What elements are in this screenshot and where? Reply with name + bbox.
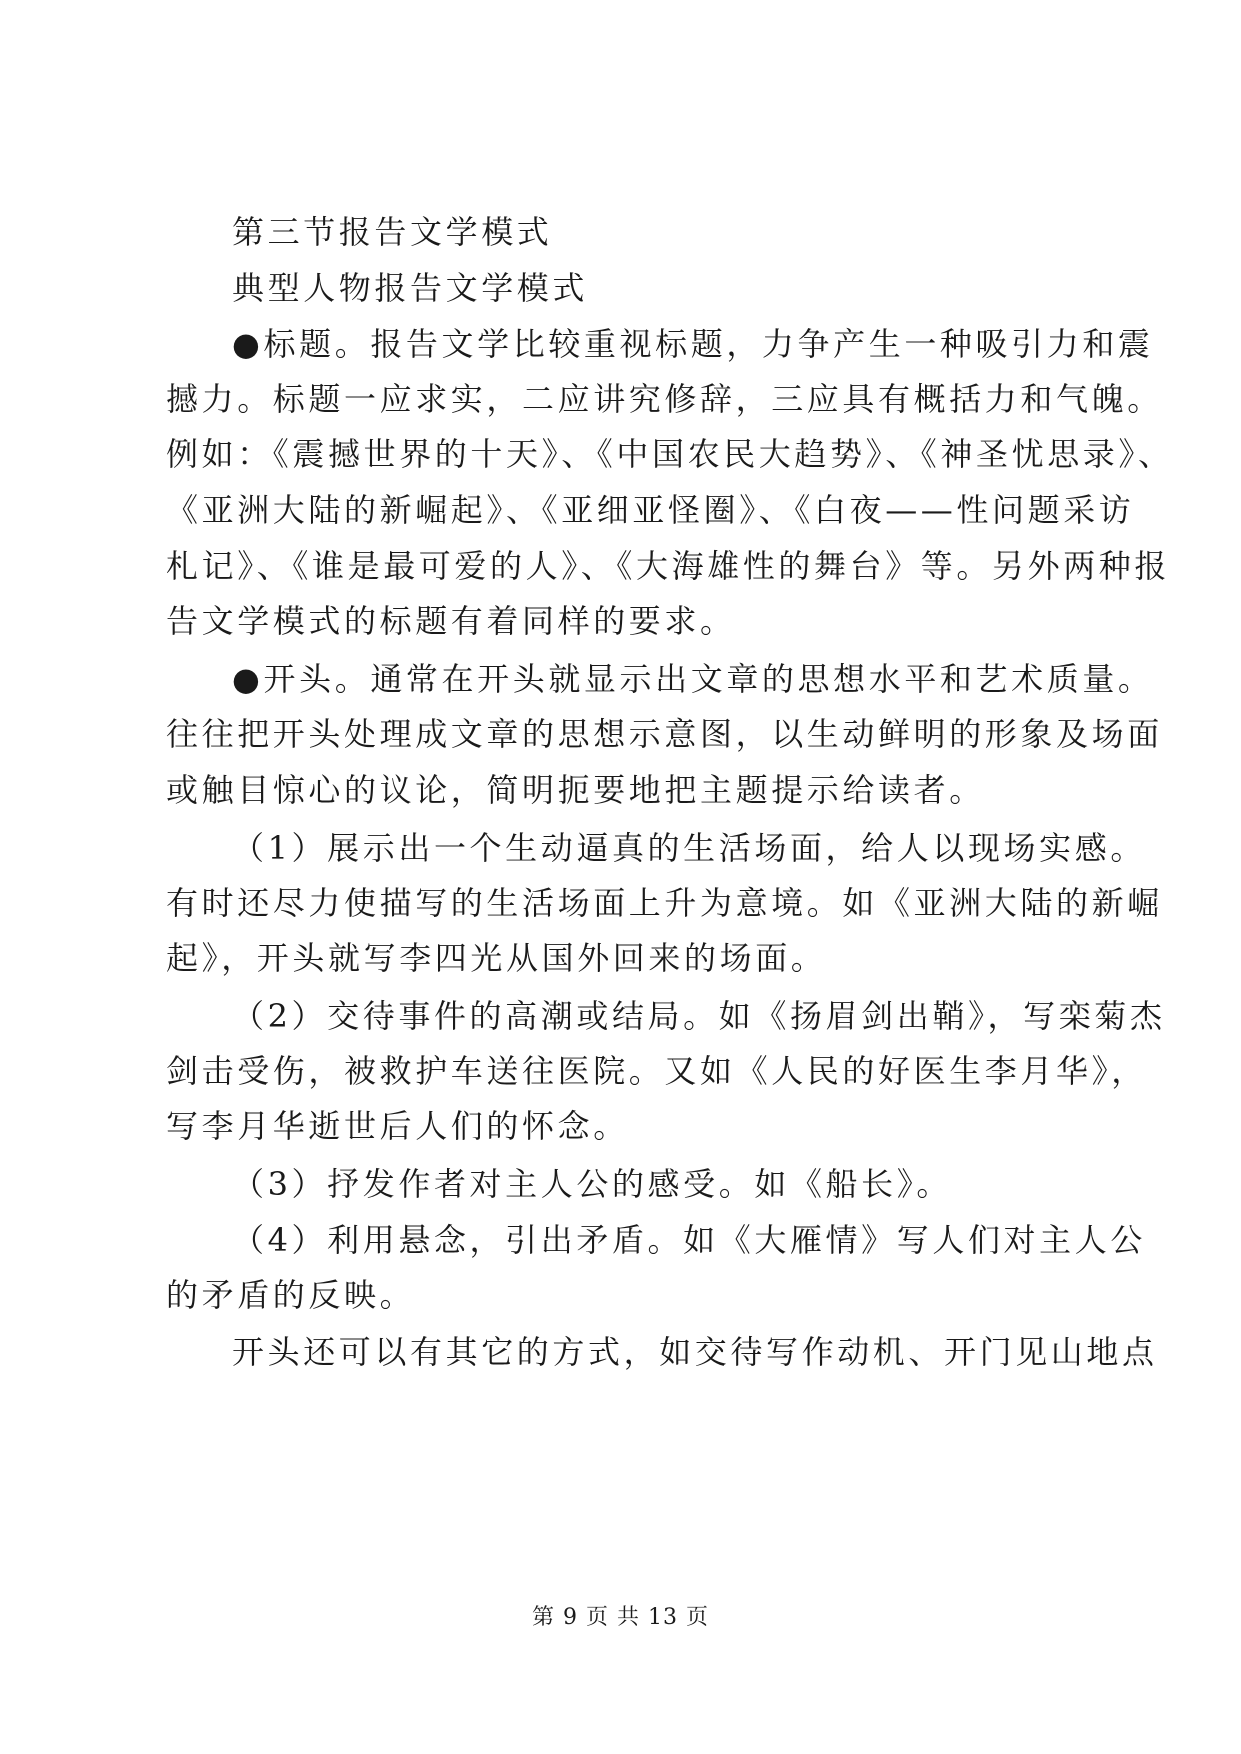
paragraph-line: （1）展示出一个生动逼真的生活场面，给人以现场实感。 xyxy=(232,829,1146,867)
paragraph-line: 开头还可以有其它的方式，如交待写作动机、开门见山地点 xyxy=(232,1333,1158,1371)
paragraph-line: 剑击受伤，被救护车送往医院。又如《人民的好医生李月华》， xyxy=(166,1052,1147,1090)
paragraph-line: 写李月华逝世后人们的怀念。 xyxy=(166,1107,629,1145)
paragraph-line: 有时还尽力使描写的生活场面上升为意境。如《亚洲大陆的新崛 xyxy=(166,884,1163,922)
paragraph-line: 《亚洲大陆的新崛起》、《亚细亚怪圈》、《白夜——性问题采访 xyxy=(166,491,1135,529)
paragraph-line: ●标题。报告文学比较重视标题，力争产生一种吸引力和震 xyxy=(232,325,1154,363)
paragraph-line: 往往把开头处理成文章的思想示意图，以生动鲜明的形象及场面 xyxy=(166,715,1163,753)
paragraph-line: 札记》、《谁是最可爱的人》、《大海雄性的舞台》等。另外两种报 xyxy=(166,547,1171,585)
paragraph-line: 撼力。标题一应求实，二应讲究修辞，三应具有概括力和气魄。 xyxy=(166,380,1163,418)
paragraph-line: 起》，开头就写李四光从国外回来的场面。 xyxy=(166,939,827,977)
paragraph-line: （2）交待事件的高潮或结局。如《扬眉剑出鞘》，写栾菊杰 xyxy=(232,997,1166,1035)
paragraph-line: 例如：《震撼世界的十天》、《中国农民大趋势》、《神圣忧思录》、 xyxy=(166,435,1174,473)
subsection-heading: 典型人物报告文学模式 xyxy=(232,269,589,307)
paragraph-line: ●开头。通常在开头就显示出文章的思想水平和艺术质量。 xyxy=(232,660,1154,698)
paragraph-line: 告文学模式的标题有着同样的要求。 xyxy=(166,602,736,640)
paragraph-line: 或触目惊心的议论，简明扼要地把主题提示给读者。 xyxy=(166,771,985,809)
paragraph-line: （3）抒发作者对主人公的感受。如《船长》。 xyxy=(232,1165,952,1203)
page-number-footer: 第 9 页 共 13 页 xyxy=(532,1605,709,1630)
paragraph-line: （4）利用悬念，引出矛盾。如《大雁情》写人们对主人公 xyxy=(232,1221,1146,1259)
section-heading: 第三节报告文学模式 xyxy=(232,213,553,251)
paragraph-line: 的矛盾的反映。 xyxy=(166,1276,416,1314)
